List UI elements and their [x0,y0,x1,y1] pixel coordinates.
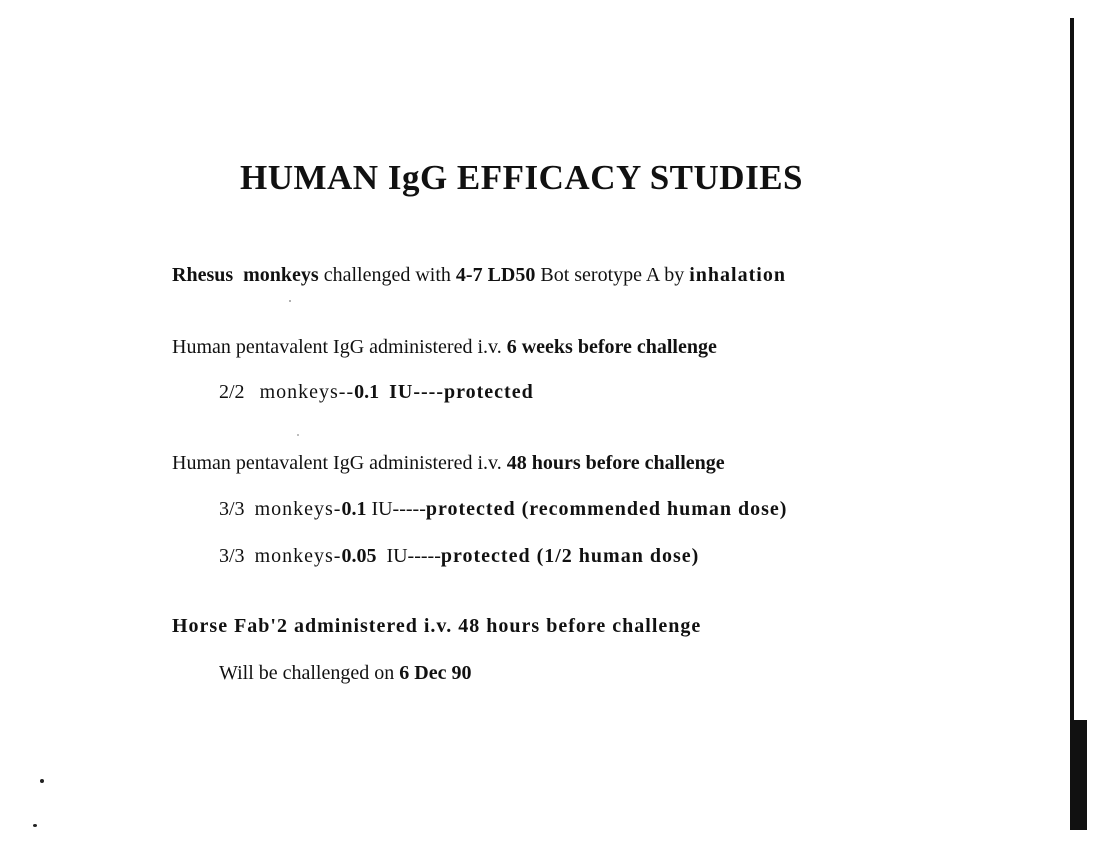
study3-heading [172,614,701,638]
intro-line [172,263,786,287]
study2-result-1 [219,497,787,521]
scan-speck [289,300,291,302]
study1-result-count: 2/2 [219,381,245,403]
study2-result2-unit: IU----- [386,545,441,567]
study2-heading-plain: Human pentavalent IgG administered i.v. [172,452,502,474]
study2-result-2 [219,544,699,568]
study2-result2-dose: 0.05 [341,545,377,567]
study2-result1-dose: 0.1 [341,498,367,520]
scan-edge-line [1070,18,1074,830]
study2-result2-count: 3/3 [219,545,245,567]
scan-speck [40,779,44,783]
study1-result-outcome: IU----protected [389,381,534,403]
study1-result [219,380,534,404]
study3-note-date: 6 Dec 90 [399,662,472,684]
study2-result1-outcome: protected (recommended human dose) [425,498,788,520]
study1-heading-plain: Human pentavalent IgG administered i.v. [172,336,502,358]
intro-monkeys: monkeys [243,264,319,286]
intro-challenged: challenged with [323,264,451,286]
study2-result1-count: 3/3 [219,498,245,520]
study2-result2-outcome: protected (1/2 human dose) [440,545,700,567]
study2-result2-subject: monkeys- [254,545,342,567]
study2-heading-bold: 48 hours before challenge [506,452,725,474]
study2-result1-unit: IU----- [371,498,426,520]
intro-dose: 4-7 LD50 [455,264,536,286]
study3-note [219,661,471,685]
intro-serotype: Bot serotype A by [540,264,685,286]
study2-result1-subject: monkeys- [254,498,342,520]
study3-note-plain: Will be challenged on [219,662,395,684]
intro-route: inhalation [689,264,786,286]
page-title: HUMAN IgG EFFICACY STUDIES [240,158,804,197]
study1-heading-bold: 6 weeks before challenge [506,336,717,358]
study2-heading [172,451,725,475]
scan-edge-shadow [1072,720,1087,830]
scan-speck [297,434,299,436]
study3-heading-bold: Horse Fab'2 administered i.v. 48 hours before challenge [172,615,702,637]
study1-result-dose: 0.1 [354,381,380,403]
intro-rhesus: Rhesus [172,264,234,286]
scan-speck [33,824,37,827]
study1-heading [172,335,717,359]
study1-result-subject: monkeys-- [259,381,355,403]
